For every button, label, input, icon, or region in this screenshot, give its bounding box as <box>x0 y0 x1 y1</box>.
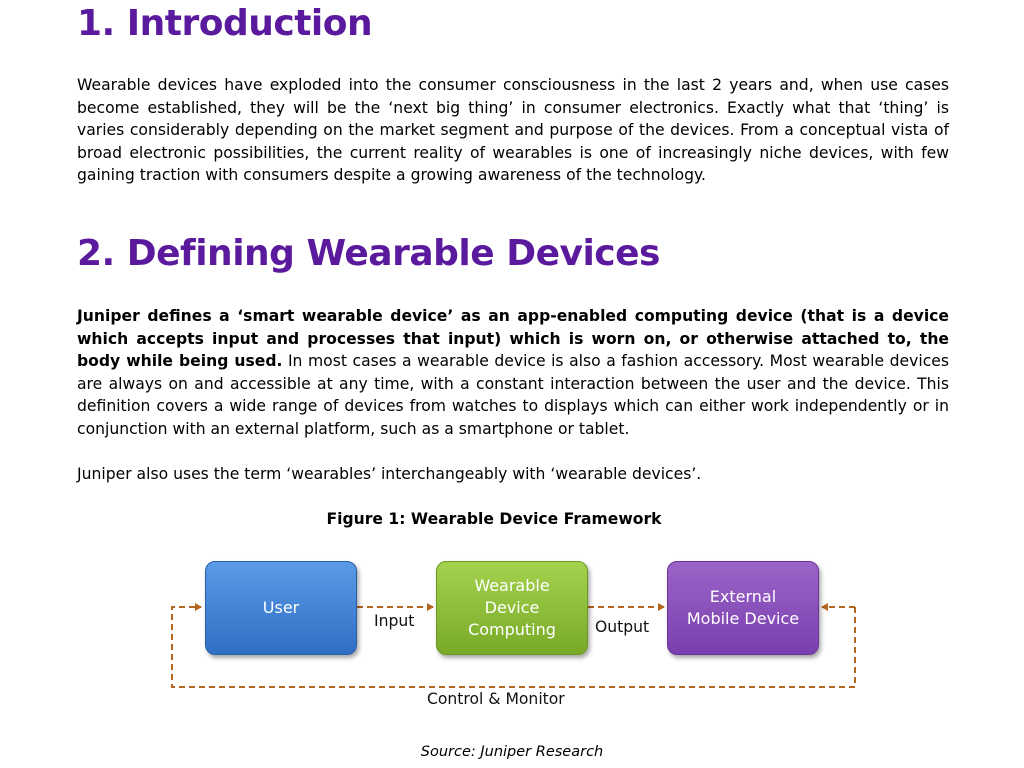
external-box-line-2: Mobile Device <box>686 609 800 628</box>
wearable-device-framework-diagram <box>155 545 870 717</box>
definition-paragraph <box>77 305 949 440</box>
external-mobile-device-box <box>667 561 819 655</box>
user-box <box>205 561 357 655</box>
section-heading-defining-wearable-devices: 2. Defining Wearable Devices <box>77 233 660 274</box>
external-box-line-1: External <box>709 587 777 606</box>
user-box-label: User <box>262 598 300 617</box>
wearable-box-line-2: Device <box>484 598 540 617</box>
definition-bold-text: Juniper defines a ‘smart wearable device’ as an app-enabled computing device (that is a device which accepts input and processes that input) which is worn on, or otherwise attached to, the body while being used. <box>77 307 949 370</box>
input-label: Input <box>374 612 415 630</box>
figure-source: Source: Juniper Research <box>420 744 604 760</box>
wearable-box-line-3: Computing <box>468 620 556 639</box>
output-label: Output <box>595 618 650 636</box>
wearable-box-line-1: Wearable <box>474 576 550 595</box>
terminology-paragraph: Juniper also uses the term ‘wearables’ interchangeably with ‘wearable devices’. <box>77 465 702 483</box>
introduction-paragraph: Wearable devices have exploded into the consumer consciousness in the last 2 years and, when use cases become established, they will be the ‘next big thing’ in consumer electronics. Exactly what that ‘thing’ is varies considerably depending on the market segment and purpose of the devices. From a conceptual vista of broad electronic possibilities, the current reality of wearables is one of increasingly niche devices, with few gaining traction with consumers despite a growing awareness of the technology. <box>77 76 949 184</box>
control-monitor-label: Control & Monitor <box>427 690 565 708</box>
definition-rest-text: In most cases a wearable device is also a fashion accessory. Most wearable devices are always on and accessible at any time, with a constant interaction between the user and the device. This definition covers a wide range of devices from watches to displays which can either work independently or in conjunction with an external platform, such as a smartphone or tablet. <box>77 352 949 438</box>
wearable-device-computing-box <box>436 561 588 655</box>
section-heading-introduction: 1. Introduction <box>77 3 373 44</box>
figure-caption: Figure 1: Wearable Device Framework <box>326 510 662 528</box>
